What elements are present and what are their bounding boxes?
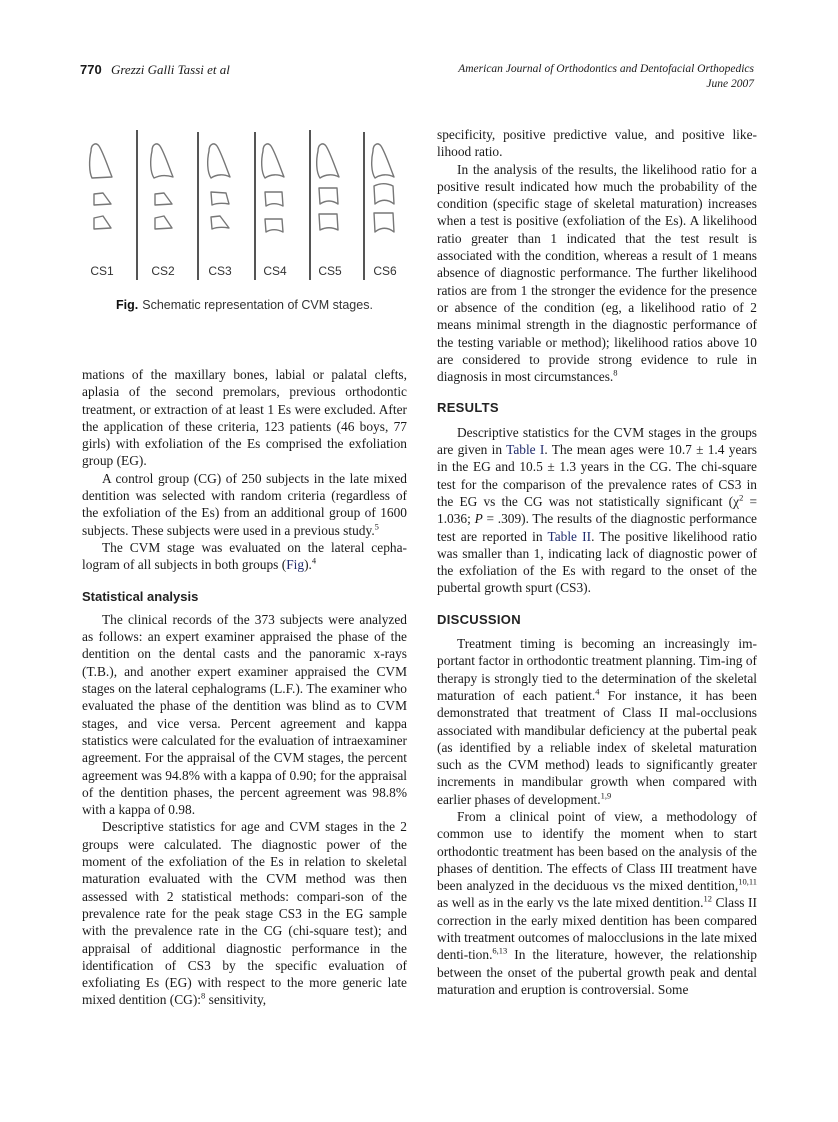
- paragraph: Treatment timing is becoming an increasingly im-portant factor in orthodontic treatment planning. Tim-ing of therapy is strongly tied to the determination of the skeletal maturation of each patient.$^4$ For instance, it has been demonstrated that treatment of Class II mal-occlusions associated with mandibular deficiency at the pubertal peak (as identified by a reliable index of skeletal maturation such as the CVM method) leads to significantly greater increments in mandibular growth when compared with earlier phases of development.$^{1,9}$: [437, 636, 757, 807]
- paragraph: From a clinical point of view, a methodology of common use to identify the moment when to start orthodontic treatment has been based on the analysis of the phases of dentition. The effects of Class III treatment have been analyzed in the deciduous vs the mixed dentition,$^{10,11}$ as well as in the early vs the late mixed dentition.$^{12}$ Class II correction in the early mixed dentition has been compared with treatment outcomes of malocclusions in the late mixed denti-tion.$^{6,13}$ In the literature, however, the relationship between the onset of the pubertal growth peak and dental maturation and eruption is controversial. Some: [437, 808, 757, 997]
- issue-date: June 2007: [706, 78, 754, 90]
- section-heading-discussion: DISCUSSION: [437, 611, 521, 627]
- section-heading-statistical-analysis: Statistical analysis: [82, 588, 199, 604]
- stage-label-cs4: CS4: [263, 264, 287, 278]
- table-1-link[interactable]: Table I: [506, 442, 545, 458]
- citation-ref[interactable]: 6,13: [492, 945, 508, 956]
- right-text-column: [437, 126, 757, 998]
- citation-ref[interactable]: 12: [703, 894, 712, 904]
- page-number: 770: [80, 62, 102, 77]
- running-head-authors: Grezzi Galli Tassi et al: [110, 62, 230, 77]
- paragraph: A control group (CG) of 250 subjects in the late mixed dentition was selected with random criteria (regardless of the exfoliation of the Es) from an additional group of 1600 subjects. These subjects were used in a previous study.$^5$: [82, 470, 407, 538]
- figure-caption-text: Schematic representation of CVM stages.: [142, 298, 373, 312]
- citation-ref[interactable]: 4: [595, 686, 600, 697]
- running-head-right: [458, 62, 754, 92]
- citation-ref[interactable]: 4: [311, 555, 317, 566]
- running-head-left: [80, 62, 230, 78]
- citation-ref[interactable]: 1,9: [600, 790, 612, 801]
- paragraph: Descriptive statistics for the CVM stages in the groups are given in Table I. The mean ages were 10.7 ± 1.4 years in the EG and 10.5 ± 1.3 years in the CG. The chi-square test for the comparison of the prevalence rates of CS3 in the EG vs the CG was not statistically significant ($\chi^2 = 1.036$; P = .309). The results of the diagnostic performance test are reported in Table II. The positive likelihood ratio was smaller than 1, indicating lack of diagnostic power of the exfoliation of the Es with regard to the onset of the pubertal growth spurt (CS3).: [437, 424, 757, 596]
- paragraph: Descriptive statistics for age and CVM stages in the 2 groups were calculated. The diagnostic power of the moment of the exfoliation of the Es in relation to skeletal maturation evaluated with the CVM method was then assessed with 2 statistical methods: compari-son of the prevalence rate for the peak stage CS3 in the EG sample with the prevalence rate in the CG (chi-square test); and appraisal of additional diagnostic performance in the identification of CS3 by the specific evaluation of exfoliating Es (EG) with respect to the more generic late mixed dentition (CG):$^8$ sensitivity,: [82, 819, 407, 1008]
- stage-label-cs5: CS5: [318, 264, 342, 278]
- stage-label-cs6: CS6: [373, 264, 397, 278]
- figure-caption-label: Fig.: [116, 298, 139, 312]
- journal-title: American Journal of Orthodontics and Dentofacial Orthopedics: [458, 63, 754, 75]
- cvm-stages-illustration: [82, 122, 407, 287]
- citation-ref[interactable]: 8: [613, 367, 618, 378]
- paragraph: In the analysis of the results, the likelihood ratio for a positive result indicated how much the probability of the condition (specific stage of skeletal maturation) increases when a test is positive (exfoliation of the Es). A likelihood ratio greater than 1 indicated that the test result is associated with the condition, whereas a result of 1 means absence of diagnostic performance. The further likelihood ratios are from 1 the stronger the evidence for the presence or absence of the condition (eg, a likelihood ratio of 2 means minimal strength in the diagnostic performance of the testing variable or method); likelihood ratios above 10 are considered to provide strong evidence to rule in diagnosis in most circumstances.$^8$: [437, 161, 757, 385]
- citation-ref[interactable]: 8: [201, 990, 206, 1001]
- stage-label-cs1: CS1: [90, 264, 114, 278]
- paragraph: The clinical records of the 373 subjects were analyzed as follows: an expert examiner appraised the phase of the dentition on the dental casts and the panoramic x-rays (T.B.), and another expert examiner appraised the CVM stages on the lateral cephalograms (L.F.). The examiner who evaluated the phase of the dentition was blind as to CVM stages, and vice versa. Percent agreement and kappa statistics were calculated for the evaluation of intraexaminer agreement. For the appraisal of the CVM stages, the percent agreement was 94.8% with a kappa of 0.90; for the appraisal of the dentition phases, the percent agreement was 98.8% with a kappa of 0.98.: [82, 611, 407, 818]
- figure-caption: [82, 298, 407, 312]
- paragraph: specificity, positive predictive value, and positive like-lihood ratio.: [437, 127, 757, 160]
- cvm-figure: [82, 122, 407, 322]
- paragraph: mations of the maxillary bones, labial or palatal clefts, aplasia of the second premolars, previous orthodontic treatment, or extraction of at least 1 Es were excluded. After the application of these criteria, 123 patients (46 boys, 77 girls) with exfoliation of the Es comprised the exfoliation group (EG).: [82, 367, 407, 469]
- stage-label-cs3: CS3: [208, 264, 232, 278]
- table-2-link[interactable]: Table II: [547, 528, 592, 544]
- left-text-column: [82, 366, 407, 1009]
- paragraph: The CVM stage was evaluated on the lateral cepha-logram of all subjects in both groups (Fig).$^4$: [82, 539, 407, 573]
- citation-ref[interactable]: 5: [374, 521, 379, 532]
- section-heading-results: RESULTS: [437, 400, 499, 416]
- citation-ref[interactable]: 10,11: [738, 876, 757, 887]
- stage-label-cs2: CS2: [151, 264, 175, 278]
- figure-link[interactable]: Fig: [286, 557, 305, 573]
